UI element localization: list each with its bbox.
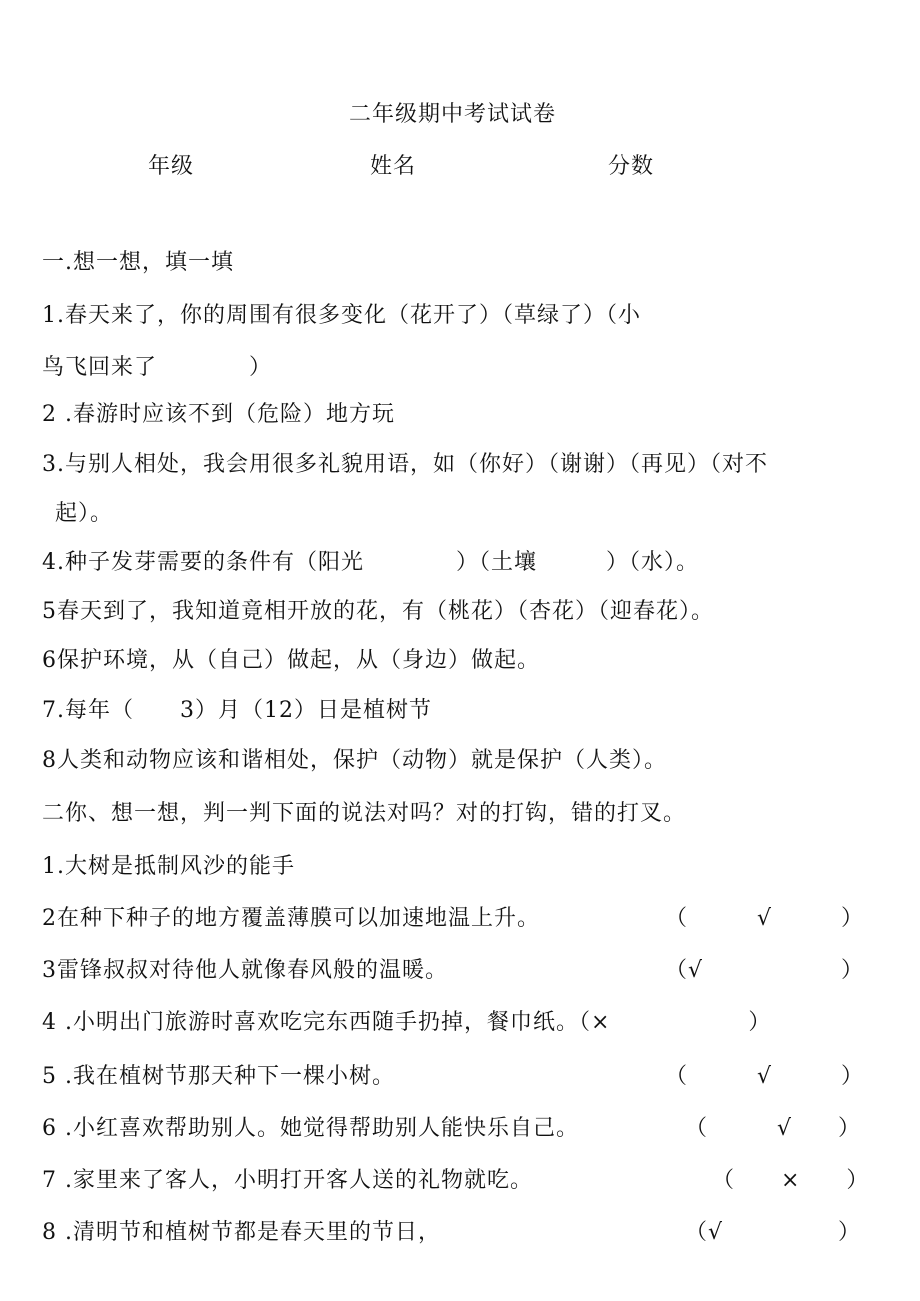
name-label: 姓名 bbox=[370, 154, 417, 179]
page-title: 二年级期中考试试卷 bbox=[349, 102, 557, 127]
judge-item-mark: （ × ） bbox=[712, 1168, 870, 1193]
judge-item-mark: （ √ ） bbox=[665, 1064, 865, 1089]
list-item: 2 .春游时应该不到（危险）地方玩 bbox=[42, 402, 395, 427]
list-item: 起）。 bbox=[55, 501, 114, 526]
list-item: 5春天到了，我知道竟相开放的花，有（桃花）（杏花）（迎春花）。 bbox=[42, 599, 714, 624]
list-item: 7.每年（ 3）月（12）日是植树节 bbox=[42, 698, 432, 723]
judge-item-mark: （ √ ） bbox=[665, 906, 865, 931]
judge-item-mark: （√ ） bbox=[665, 958, 865, 983]
judge-item-text: 4 .小明出门旅游时喜欢吃完东西随手扔掉，餐巾纸。（× ） bbox=[42, 1010, 772, 1035]
judge-item-text: 2在种下种子的地方覆盖薄膜可以加速地温上升。 bbox=[42, 906, 540, 931]
judge-item-mark: （√ ） bbox=[685, 1220, 862, 1245]
judge-item-mark: （ √ ） bbox=[685, 1116, 862, 1141]
list-item: 8人类和动物应该和谐相处，保护（动物）就是保护（人类）。 bbox=[42, 748, 667, 773]
score-label: 分数 bbox=[608, 154, 655, 179]
judge-item-text: 7 .家里来了客人，小明打开客人送的礼物就吃。 bbox=[42, 1168, 533, 1193]
list-item: 1.春天来了，你的周围有很多变化（花开了）（草绿了）（小 bbox=[42, 303, 641, 328]
section1-heading: 一.想一想，填一填 bbox=[42, 250, 234, 275]
list-item: 6保护环境，从（自己）做起，从（身边）做起。 bbox=[42, 648, 540, 673]
section2-heading: 二你、想一想，判一判下面的说法对吗？对的打钩，错的打叉。 bbox=[42, 801, 687, 826]
judge-item-text: 6 .小红喜欢帮助别人。她觉得帮助别人能快乐自己。 bbox=[42, 1116, 579, 1141]
judge-item-text: 8 .清明节和植树节都是春天里的节日， bbox=[42, 1220, 441, 1245]
judge-item-text: 5 .我在植树节那天种下一棵小树。 bbox=[42, 1064, 395, 1089]
grade-label: 年级 bbox=[148, 154, 195, 179]
judge-item-text: 1.大树是抵制风沙的能手 bbox=[42, 854, 295, 879]
judge-item-text: 3雷锋叔叔对待他人就像春风般的温暖。 bbox=[42, 958, 448, 983]
list-item: 3.与别人相处，我会用很多礼貌用语，如（你好）（谢谢）（再见）（对不 bbox=[42, 452, 768, 477]
list-item: 鸟飞回来了 ） bbox=[42, 355, 273, 380]
list-item: 4.种子发芽需要的条件有（阳光 ）（土壤 ）（水）。 bbox=[42, 550, 699, 575]
